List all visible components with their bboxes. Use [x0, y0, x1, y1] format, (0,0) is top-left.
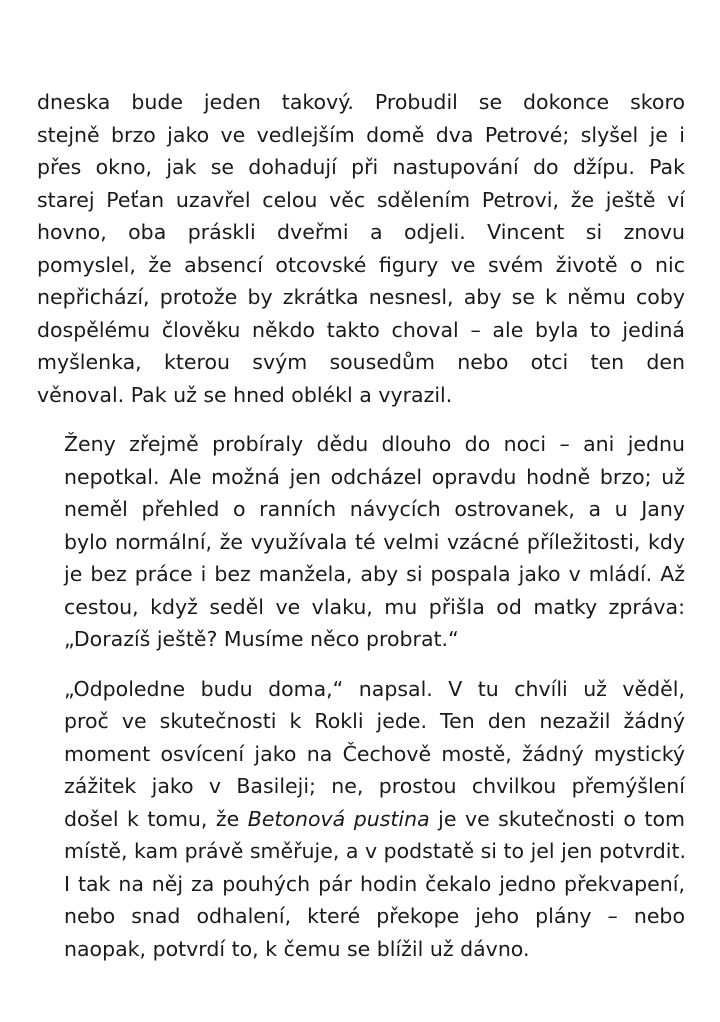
text-line: nepřichází, protože by zkrátka nesnesl, aby se k němu coby	[37, 285, 685, 309]
text-line: starej Peťan uzavřel celou věc sdělením Petrovi, že ještě ví	[37, 187, 685, 212]
text-line: „Odpoledne budu doma,“ napsal. V tu chvíli už věděl,	[64, 676, 685, 701]
paragraph-2	[37, 428, 685, 656]
text-line: „Dorazíš ještě? Musíme něco probrat.“	[64, 627, 459, 651]
text-line: hovno, oba práskli dveřmi a odjeli. Vincent si znovu	[37, 220, 685, 244]
text-line: naopak, potvrdí to, k čemu se blížil už dávno.	[64, 936, 530, 961]
text-line: místě, kam právě směřuje, a v podstatě si to jel jen potvrdit.	[64, 839, 686, 863]
text-line: je bez práce i bez manžela, aby si pospala jako v mládí. Až	[64, 562, 685, 586]
paragraph-3	[37, 673, 685, 966]
text-line: myšlenka, kterou svým sousedům nebo otci ten den	[37, 350, 685, 374]
text-line: neměl přehled o ranních návycích ostrovanek, a u Jany	[64, 497, 685, 521]
text-line: I tak na něj za pouhých pár hodin čekalo jedno překvapení,	[64, 871, 685, 896]
text-line: stejně brzo jako ve vedlejším domě dva Petrové; slyšel je i	[37, 122, 685, 147]
text-line: dospělému člověku někdo takto choval – ale byla to jediná	[37, 317, 685, 342]
text-line: zážitek jako v Basileji; ne, prostou chvilkou přemýšlení	[64, 774, 685, 798]
text-line: došel k tomu, že Betonová pustina je ve skutečnosti o tom	[64, 806, 685, 831]
text-line: pomyslel, že absencí otcovské figury ve svém životě o nic	[37, 252, 685, 277]
book-page	[37, 86, 685, 982]
text-line: věnoval. Pak už se hned oblékl a vyrazil.	[37, 382, 453, 407]
text-line: dneska bude jeden takový. Probudil se dokonce skoro	[37, 90, 685, 114]
text-line: přes okno, jak se dohadují při nastupování do džípu. Pak	[37, 155, 685, 179]
text-line: proč ve skutečnosti k Rokli jede. Ten den nezažil žádný	[64, 709, 685, 733]
text-line: nepotkal. Ale možná jen odcházel opravdu hodně brzo; už	[64, 464, 685, 489]
paragraph-1	[37, 86, 685, 411]
book-title-italic: Betonová pustina	[247, 806, 430, 831]
text-line: cestou, když seděl ve vlaku, mu přišla od matky zpráva:	[64, 594, 685, 619]
text-line: nebo snad odhalení, které překope jeho plány – nebo	[64, 904, 685, 928]
text-line: bylo normální, že využívala té velmi vzácné příležitosti, kdy	[64, 529, 685, 554]
text-line: Ženy zřejmě probíraly dědu dlouho do noci – ani jednu	[64, 432, 685, 456]
text-line: moment osvícení jako na Čechově mostě, žádný mystický	[64, 741, 685, 766]
